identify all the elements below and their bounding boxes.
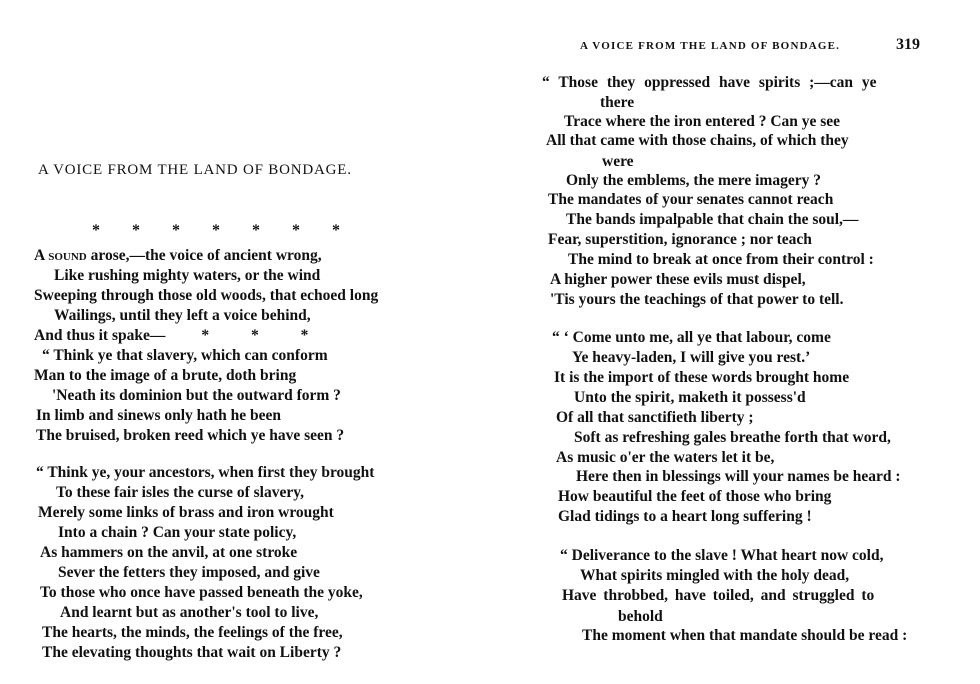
poem-line: The mandates of your senates cannot reach bbox=[548, 191, 834, 208]
poem-line: 'Tis yours the teachings of that power to tell. bbox=[550, 291, 844, 308]
inline-stars: * * * bbox=[201, 327, 309, 344]
poem-line: Ye heavy-laden, I will give you rest.’ bbox=[572, 349, 811, 366]
poem-line: As music o'er the waters let it be, bbox=[556, 449, 775, 466]
poem-line: were bbox=[602, 153, 634, 170]
poem-line: Like rushing mighty waters, or the wind bbox=[54, 267, 321, 284]
poem-line: “ Deliverance to the slave ! What heart now cold, bbox=[560, 547, 884, 564]
poem-line: Soft as refreshing gales breathe forth that word, bbox=[574, 429, 891, 446]
poem-line: Sweeping through those old woods, that echoed long bbox=[34, 287, 379, 304]
poem-line: “ Think ye, your ancestors, when first they brought bbox=[36, 464, 375, 481]
poem-line: behold bbox=[618, 608, 663, 625]
poem-line: The hearts, the minds, the feelings of the free, bbox=[42, 624, 343, 641]
poem-line: The mind to break at once from their control : bbox=[568, 251, 874, 268]
poem-line: Have throbbed, have toiled, and struggled to bbox=[562, 587, 875, 604]
poem-line: 'Neath its dominion but the outward form ? bbox=[52, 387, 341, 404]
poem-line: A higher power these evils must dispel, bbox=[550, 271, 806, 288]
poem-line: Only the emblems, the mere imagery ? bbox=[566, 172, 821, 189]
poem-line: What spirits mingled with the holy dead, bbox=[580, 567, 850, 584]
right-page bbox=[490, 0, 980, 684]
poem-line: Trace where the iron entered ? Can ye see bbox=[564, 113, 841, 130]
poem-line: How beautiful the feet of those who bring bbox=[558, 488, 832, 505]
running-head: A VOICE FROM THE LAND OF BONDAGE. bbox=[580, 40, 841, 52]
poem-line: And learnt but as another's tool to live, bbox=[60, 604, 319, 621]
poem-line: “ Think ye that slavery, which can conform bbox=[42, 347, 328, 364]
poem-line: Fear, superstition, ignorance ; nor teach bbox=[548, 231, 812, 248]
poem-line: And thus it spake— * * * bbox=[34, 327, 309, 344]
poem-title: A VOICE FROM THE LAND OF BONDAGE. bbox=[38, 162, 352, 178]
poem-line: The bands impalpable that chain the soul,— bbox=[566, 211, 859, 228]
poem-line: Glad tidings to a heart long suffering ! bbox=[558, 508, 812, 525]
poem-line: Unto the spirit, maketh it possess'd bbox=[574, 389, 806, 406]
section-break-stars: * * * * * * * bbox=[92, 222, 340, 239]
poem-line: The moment when that mandate should be read : bbox=[582, 627, 908, 644]
poem-line: Into a chain ? Can your state policy, bbox=[58, 524, 297, 541]
poem-line: there bbox=[600, 94, 635, 111]
poem-line: All that came with those chains, of which they bbox=[546, 132, 849, 149]
poem-line: Man to the image of a brute, doth bring bbox=[34, 367, 297, 384]
poem-line: The elevating thoughts that wait on Liberty ? bbox=[42, 644, 342, 661]
poem-line: To these fair isles the curse of slavery, bbox=[56, 484, 304, 501]
poem-line: Wailings, until they left a voice behind, bbox=[54, 307, 311, 324]
poem-line: Of all that sanctifieth liberty ; bbox=[556, 409, 754, 426]
poem-line: In limb and sinews only hath he been bbox=[36, 407, 282, 424]
poem-line: It is the import of these words brought home bbox=[554, 369, 850, 386]
poem-line: A sound arose,—the voice of ancient wrong, bbox=[34, 247, 322, 264]
poem-line: To those who once have passed beneath the yoke, bbox=[40, 584, 363, 601]
poem-line: As hammers on the anvil, at one stroke bbox=[40, 544, 298, 561]
poem-line: “ ‘ Come unto me, all ye that labour, come bbox=[552, 329, 831, 346]
poem-line: Sever the fetters they imposed, and give bbox=[58, 564, 320, 581]
page-number: 319 bbox=[896, 36, 920, 53]
poem-line: Merely some links of brass and iron wrought bbox=[38, 504, 334, 521]
small-caps-opening: A sound bbox=[34, 247, 87, 264]
poem-line: “ Those they oppressed have spirits ;—can ye bbox=[542, 74, 877, 91]
poem-line: The bruised, broken reed which ye have seen ? bbox=[36, 427, 345, 444]
poem-line: Here then in blessings will your names be heard : bbox=[576, 468, 901, 485]
